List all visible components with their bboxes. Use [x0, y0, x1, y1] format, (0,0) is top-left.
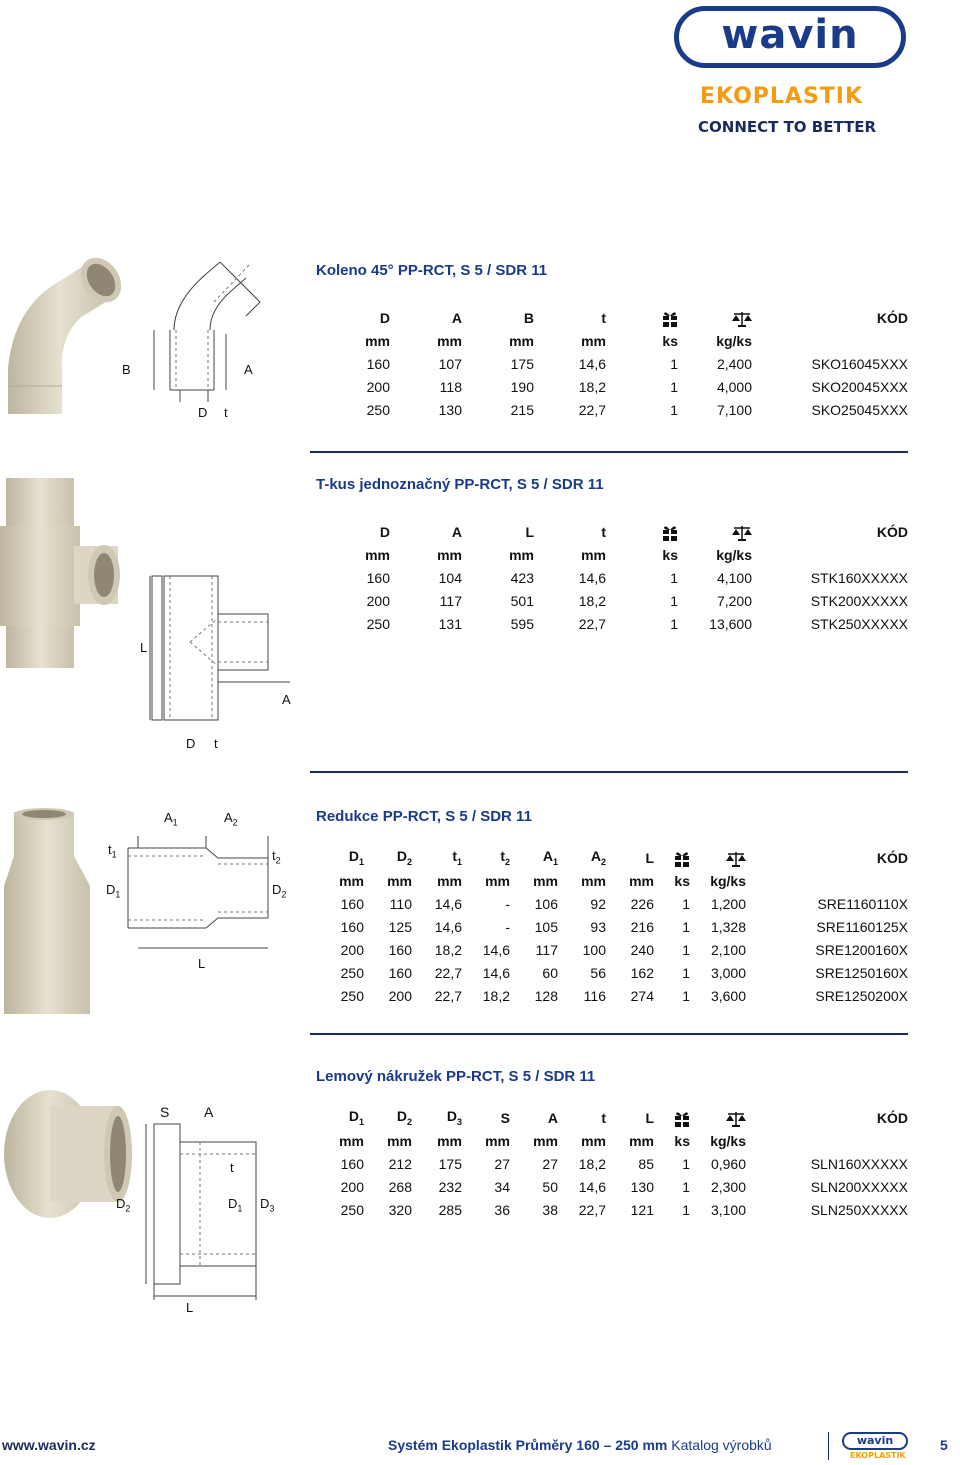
table-cell: 1 — [682, 1178, 690, 1195]
table-cell: 1,328 — [710, 918, 746, 935]
table-cell: 423 — [510, 569, 534, 586]
table-cell: 22,7 — [578, 401, 606, 418]
table-cell-code: SLN160XXXXX — [810, 1155, 908, 1172]
unit-cell — [746, 1129, 908, 1152]
flange-label-d2: $D_2$ — [116, 1196, 131, 1214]
table-cell: 160 — [388, 964, 412, 981]
unit-cell — [752, 329, 908, 352]
table-cell: 232 — [438, 1178, 462, 1195]
unit-cell: mm — [533, 872, 558, 889]
footer-title — [388, 1437, 772, 1453]
table-cell: 38 — [542, 1201, 558, 1218]
table-cell: 250 — [340, 1201, 364, 1218]
unit-cell: ks — [662, 546, 678, 563]
table-cell: 14,6 — [434, 918, 462, 935]
table-cell: 200 — [340, 941, 364, 958]
spec-table-tkus — [340, 520, 908, 635]
table-cell: 1,200 — [710, 895, 746, 912]
table-cell: 285 — [438, 1201, 462, 1218]
col-header: D — [379, 309, 390, 326]
table-cell: 1 — [682, 987, 690, 1004]
elbow-label-b: B — [122, 362, 131, 377]
tee-label-t: t — [214, 736, 218, 751]
table-cell: 215 — [510, 401, 534, 418]
table-unit-row — [334, 1129, 908, 1152]
section-divider — [310, 1033, 908, 1035]
unit-cell: mm — [581, 872, 606, 889]
section-title-koleno: Koleno 45° PP-RCT, S 5 / SDR 11 — [316, 262, 548, 279]
table-cell: 22,7 — [578, 615, 606, 632]
footer-title-rest: Katalog výrobků — [671, 1437, 772, 1453]
elbow-label-t: t — [224, 405, 228, 420]
flange-label-t: t — [230, 1160, 234, 1175]
elbow-label-d: D — [198, 405, 208, 420]
unit-cell: mm — [437, 1132, 462, 1149]
table-cell-code: SRE1200160X — [815, 941, 908, 958]
package-icon — [606, 306, 678, 329]
table-cell: - — [505, 895, 510, 912]
table-cell: 212 — [388, 1155, 412, 1172]
table-cell: 36 — [494, 1201, 510, 1218]
logo-subbrand: EKOPLASTIK — [700, 84, 864, 109]
logo-wordmark: wavin — [721, 12, 859, 58]
unit-cell: mm — [387, 1132, 412, 1149]
tee-label-l: L — [140, 640, 148, 655]
reducer-drawing — [118, 826, 288, 956]
table-cell: 200 — [340, 1178, 364, 1195]
table-cell: 7,100 — [716, 401, 752, 418]
table-cell: 4,000 — [716, 378, 752, 395]
unit-cell: mm — [629, 872, 654, 889]
table-cell: 501 — [510, 592, 534, 609]
col-header: $D_1$ — [348, 848, 364, 867]
table-cell: 1 — [670, 592, 678, 609]
table-cell: 160 — [340, 918, 364, 935]
unit-cell: ks — [674, 1132, 690, 1149]
col-header: $D_1$ — [348, 1108, 364, 1127]
table-cell-code: STK200XXXXX — [810, 592, 908, 609]
spec-table-redukce — [334, 846, 908, 1007]
footer-logo-wordmark: wavin — [842, 1432, 908, 1450]
scale-icon — [690, 1106, 746, 1129]
table-cell: 121 — [630, 1201, 654, 1218]
table-cell: 50 — [542, 1178, 558, 1195]
col-header: t — [601, 309, 606, 326]
table-cell: 160 — [340, 895, 364, 912]
col-header: A — [451, 309, 462, 326]
col-header: L — [645, 849, 654, 866]
table-cell: 3,000 — [710, 964, 746, 981]
table-cell: 131 — [438, 615, 462, 632]
table-row — [334, 1152, 908, 1175]
table-cell: 27 — [494, 1155, 510, 1172]
table-row — [334, 938, 908, 961]
table-cell: 200 — [366, 378, 390, 395]
table-cell: 110 — [389, 895, 412, 912]
unit-cell: mm — [629, 1132, 654, 1149]
table-cell-code: STK250XXXXX — [810, 615, 908, 632]
table-cell: 117 — [439, 592, 462, 609]
unit-cell: kg/ks — [716, 332, 752, 349]
unit-cell: mm — [365, 332, 390, 349]
table-cell: 7,200 — [716, 592, 752, 609]
table-cell: 92 — [590, 895, 606, 912]
table-cell: 104 — [438, 569, 462, 586]
scale-icon — [690, 846, 746, 869]
table-cell: 268 — [388, 1178, 412, 1195]
col-header: $D_2$ — [396, 1108, 412, 1127]
table-cell: 118 — [439, 378, 462, 395]
col-header-code: KÓD — [876, 309, 908, 326]
page-number: 5 — [940, 1437, 948, 1453]
reducer-label-t2: $t_2$ — [272, 848, 281, 866]
table-cell: 250 — [340, 987, 364, 1004]
table-row — [334, 1198, 908, 1221]
table-row — [340, 566, 908, 589]
table-cell-code: SKO16045XXX — [811, 355, 908, 372]
table-cell: 18,2 — [482, 987, 510, 1004]
col-header: A — [547, 1109, 558, 1126]
table-cell: - — [505, 918, 510, 935]
unit-cell: mm — [485, 872, 510, 889]
table-cell: 14,6 — [578, 355, 606, 372]
table-cell: 190 — [510, 378, 534, 395]
unit-cell: kg/ks — [710, 872, 746, 889]
table-cell: 22,7 — [434, 987, 462, 1004]
table-cell: 14,6 — [482, 964, 510, 981]
table-cell-code: SRE1160110X — [817, 895, 908, 912]
col-header-code: KÓD — [876, 849, 908, 866]
table-cell: 1 — [682, 1201, 690, 1218]
unit-cell: mm — [437, 546, 462, 563]
table-cell: 117 — [535, 941, 558, 958]
unit-cell: mm — [509, 332, 534, 349]
table-cell: 2,300 — [710, 1178, 746, 1195]
table-cell: 22,7 — [578, 1201, 606, 1218]
table-cell: 128 — [534, 987, 558, 1004]
table-cell: 1 — [682, 918, 690, 935]
table-cell: 130 — [438, 401, 462, 418]
table-cell: 18,2 — [578, 1155, 606, 1172]
table-cell-code: SLN250XXXXX — [810, 1201, 908, 1218]
col-header: $A_1$ — [542, 848, 558, 867]
table-cell: 1 — [682, 964, 690, 981]
table-row — [340, 612, 908, 635]
flange-adapter-photo — [0, 1070, 134, 1220]
unit-cell: ks — [674, 872, 690, 889]
table-cell: 22,7 — [434, 964, 462, 981]
table-cell: 18,2 — [434, 941, 462, 958]
footer-title-bold: Systém Ekoplastik Průměry 160 – 250 mm — [388, 1437, 668, 1453]
flange-label-d3: $D_3$ — [260, 1196, 275, 1214]
col-header: B — [523, 309, 534, 326]
table-cell: 14,6 — [578, 569, 606, 586]
table-cell: 56 — [590, 964, 606, 981]
table-cell: 106 — [534, 895, 558, 912]
table-cell: 116 — [583, 987, 606, 1004]
table-cell: 125 — [388, 918, 412, 935]
table-cell: 18,2 — [578, 378, 606, 395]
col-header: t — [601, 523, 606, 540]
unit-cell: mm — [581, 332, 606, 349]
table-cell: 2,400 — [716, 355, 752, 372]
footer-divider — [828, 1432, 829, 1460]
unit-cell: mm — [365, 546, 390, 563]
flange-label-s: S — [160, 1104, 170, 1120]
table-cell: 1 — [670, 401, 678, 418]
table-header-row — [340, 306, 908, 329]
unit-cell: mm — [581, 1132, 606, 1149]
reducer-label-a2: $A_2$ — [224, 810, 238, 828]
table-cell-code: SRE1250160X — [815, 964, 908, 981]
table-cell: 60 — [542, 964, 558, 981]
table-cell: 14,6 — [434, 895, 462, 912]
table-cell: 107 — [438, 355, 462, 372]
unit-cell: mm — [387, 872, 412, 889]
unit-cell: mm — [437, 332, 462, 349]
table-cell: 85 — [638, 1155, 654, 1172]
footer-website-link[interactable]: www.wavin.cz — [2, 1437, 96, 1453]
table-cell: 100 — [582, 941, 606, 958]
table-row — [340, 398, 908, 421]
reducer-photo — [0, 806, 100, 1016]
section-divider — [310, 771, 908, 773]
footer-logo — [842, 1432, 908, 1462]
table-unit-row — [340, 329, 908, 352]
table-cell: 2,100 — [710, 941, 746, 958]
unit-cell — [746, 869, 908, 892]
table-cell: 250 — [340, 964, 364, 981]
unit-cell: mm — [437, 872, 462, 889]
table-cell: 18,2 — [578, 592, 606, 609]
table-cell: 27 — [542, 1155, 558, 1172]
table-cell: 160 — [366, 355, 390, 372]
unit-cell: kg/ks — [716, 546, 752, 563]
table-cell: 162 — [630, 964, 654, 981]
table-cell: 200 — [388, 987, 412, 1004]
table-cell: 105 — [534, 918, 558, 935]
table-cell: 4,100 — [716, 569, 752, 586]
package-icon — [654, 1106, 690, 1129]
tee-photo — [0, 474, 120, 670]
table-cell: 3,600 — [710, 987, 746, 1004]
table-cell: 1 — [670, 355, 678, 372]
table-cell: 1 — [670, 378, 678, 395]
unit-cell: mm — [509, 546, 534, 563]
table-cell: 1 — [670, 615, 678, 632]
col-header-code: KÓD — [876, 523, 908, 540]
unit-cell: mm — [339, 872, 364, 889]
col-header: $A_2$ — [590, 848, 606, 867]
elbow-drawing — [150, 262, 290, 422]
elbow-photo — [0, 258, 120, 418]
table-cell-code: SRE1250200X — [815, 987, 908, 1004]
table-cell: 250 — [366, 615, 390, 632]
spec-table-koleno — [340, 306, 908, 421]
col-header: t — [601, 1109, 606, 1126]
section-title-redukce: Redukce PP-RCT, S 5 / SDR 11 — [316, 808, 532, 825]
unit-cell — [752, 543, 908, 566]
table-cell: 320 — [388, 1201, 412, 1218]
scale-icon — [678, 520, 752, 543]
table-unit-row — [334, 869, 908, 892]
table-row — [334, 1175, 908, 1198]
table-cell: 3,100 — [710, 1201, 746, 1218]
reducer-label-d1: $D_1$ — [106, 882, 121, 900]
reducer-label-d2: $D_2$ — [272, 882, 287, 900]
table-row — [334, 984, 908, 1007]
table-cell: 160 — [366, 569, 390, 586]
col-header-code: KÓD — [876, 1109, 908, 1126]
section-title-tkus: T-kus jednoznačný PP-RCT, S 5 / SDR 11 — [316, 476, 604, 493]
section-divider — [310, 451, 908, 453]
reducer-label-l: L — [198, 956, 206, 971]
col-header: L — [525, 523, 534, 540]
table-cell: 216 — [630, 918, 654, 935]
table-row — [340, 352, 908, 375]
flange-label-l: L — [186, 1300, 194, 1315]
unit-cell: mm — [339, 1132, 364, 1149]
table-row — [340, 375, 908, 398]
unit-cell: mm — [581, 546, 606, 563]
table-cell: 160 — [340, 1155, 364, 1172]
flange-label-a: A — [204, 1104, 214, 1120]
unit-cell: mm — [533, 1132, 558, 1149]
col-header: S — [500, 1109, 510, 1126]
table-cell: 175 — [510, 355, 534, 372]
table-cell: 14,6 — [578, 1178, 606, 1195]
col-header: $D_2$ — [396, 848, 412, 867]
col-header: D — [379, 523, 390, 540]
elbow-label-a: A — [244, 362, 253, 377]
reducer-label-t1: $t_1$ — [108, 842, 117, 860]
table-cell: 13,600 — [709, 615, 752, 632]
table-cell-code: STK160XXXXX — [810, 569, 908, 586]
table-cell: 0,960 — [710, 1155, 746, 1172]
table-row — [334, 915, 908, 938]
table-row — [340, 589, 908, 612]
table-cell: 130 — [630, 1178, 654, 1195]
table-cell: 14,6 — [482, 941, 510, 958]
package-icon — [654, 846, 690, 869]
table-row — [334, 961, 908, 984]
unit-cell: ks — [662, 332, 678, 349]
table-cell-code: SKO25045XXX — [811, 401, 908, 418]
table-cell: 175 — [438, 1155, 462, 1172]
col-header: A — [451, 523, 462, 540]
table-cell: 250 — [366, 401, 390, 418]
table-cell-code: SKO20045XXX — [811, 378, 908, 395]
table-cell: 274 — [630, 987, 654, 1004]
table-cell: 200 — [366, 592, 390, 609]
table-cell: 226 — [630, 895, 654, 912]
table-cell: 1 — [682, 895, 690, 912]
col-header: L — [645, 1109, 654, 1126]
table-cell: 1 — [682, 941, 690, 958]
tee-drawing — [150, 570, 300, 730]
tee-label-a: A — [282, 692, 291, 707]
scale-icon — [678, 306, 752, 329]
package-icon — [606, 520, 678, 543]
table-header-row — [334, 846, 908, 869]
table-cell: 240 — [630, 941, 654, 958]
col-header: $t_2$ — [500, 848, 510, 867]
table-header-row — [334, 1106, 908, 1129]
spec-table-nakruzek — [334, 1106, 908, 1221]
col-header: $t_1$ — [452, 848, 462, 867]
tee-label-d: D — [186, 736, 196, 751]
footer-logo-sub: EKOPLASTIK — [850, 1451, 906, 1460]
table-cell-code: SLN200XXXXX — [810, 1178, 908, 1195]
table-cell: 595 — [510, 615, 534, 632]
table-cell: 160 — [388, 941, 412, 958]
table-cell: 93 — [590, 918, 606, 935]
table-cell: 34 — [494, 1178, 510, 1195]
table-cell: 1 — [670, 569, 678, 586]
table-unit-row — [340, 543, 908, 566]
flange-label-d1: $D_1$ — [228, 1196, 243, 1214]
table-cell-code: SRE1160125X — [816, 918, 908, 935]
table-cell: 1 — [682, 1155, 690, 1172]
table-header-row — [340, 520, 908, 543]
section-title-nakruzek: Lemový nákružek PP-RCT, S 5 / SDR 11 — [316, 1068, 596, 1085]
brand-slogan: CONNECT TO BETTER — [698, 118, 877, 136]
reducer-label-a1: $A_1$ — [164, 810, 178, 828]
col-header: $D_3$ — [446, 1108, 462, 1127]
unit-cell: mm — [485, 1132, 510, 1149]
unit-cell: kg/ks — [710, 1132, 746, 1149]
table-row — [334, 892, 908, 915]
